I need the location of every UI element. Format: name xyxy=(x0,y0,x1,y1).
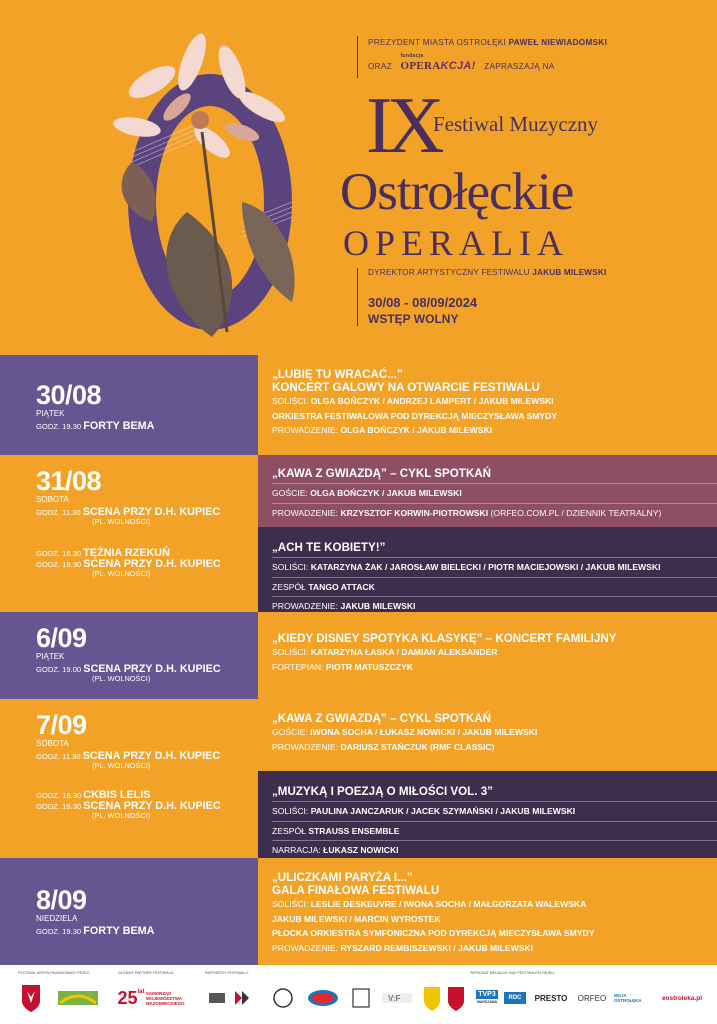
event-host xyxy=(272,740,707,755)
edition-numeral: IX xyxy=(366,82,439,170)
slot-time: GODZ. 19.30 xyxy=(36,802,82,811)
day-events xyxy=(258,455,717,612)
label: NARRACJA: xyxy=(272,845,321,855)
slot-time-venue xyxy=(36,421,258,432)
slot-venue: FORTY BEMA xyxy=(83,420,155,432)
slot-venue-note: (PL. WOLNOŚCI) xyxy=(92,761,151,770)
label: FORTEPIAN: xyxy=(272,661,324,672)
event-title: „KAWA Z GWIAZDĄ” – CYKL SPOTKAŃ xyxy=(272,712,491,725)
logo-25-number: 25 xyxy=(117,987,138,1008)
slot-venue: FORTY BEMA xyxy=(83,925,155,937)
invite-line-1 xyxy=(368,38,607,47)
event-title: „ULICZKAMI PARYŻA I...” xyxy=(272,871,413,884)
main-partner-label: GŁÓWNY PARTNER FESTIWALU: xyxy=(118,971,175,975)
operakcja-logo xyxy=(400,53,476,72)
event-opening-gala xyxy=(258,355,717,455)
day-weekday: NIEDZIELA xyxy=(36,914,78,923)
rdc-logo: RDC xyxy=(504,992,526,1004)
label: PŁOCKA ORKIESTRA SYMFONICZNA POD DYREKCJĄ xyxy=(272,928,497,938)
value: IWONA SOCHA / ŁUKASZ NOWICKI / JAKUB MILEWSKI xyxy=(310,727,538,737)
event-title-line-2: KONCERT GALOWY NA OTWARCIE FESTIWALU xyxy=(272,381,540,394)
festival-title-operalia: OPERALIA xyxy=(343,223,569,263)
divider xyxy=(272,483,717,484)
value: DARIUSZ STAŃCZUK (RMF CLASSIC) xyxy=(340,741,495,752)
stowarzyszenie-logo-icon xyxy=(272,983,294,1013)
director-name: JAKUB MILEWSKI xyxy=(532,268,607,277)
day-info xyxy=(0,699,258,858)
day-7-09 xyxy=(0,699,717,858)
event-guests xyxy=(272,486,707,501)
day-info xyxy=(0,455,258,612)
logo-25-lat: lat xyxy=(137,989,145,995)
anniversary-25-logo xyxy=(116,983,146,1013)
slot-venue-note: (PL. WOLNOŚCI) xyxy=(92,517,151,526)
free-entry: WSTĘP WOLNY xyxy=(368,312,459,326)
event-piano xyxy=(272,660,707,675)
day-30-08 xyxy=(0,355,717,455)
event-title: „ACH TE KOBIETY!” xyxy=(272,541,386,554)
day-date: 30/08 xyxy=(36,380,102,410)
event-kawa-z-gwiazda xyxy=(258,455,717,527)
divider xyxy=(272,577,717,578)
event-final-gala xyxy=(258,858,717,965)
day-date: 7/09 xyxy=(36,710,87,740)
label: PROWADZENIE: xyxy=(272,601,339,611)
director-label: DYREKTOR ARTYSTYCZNY FESTIWALU xyxy=(368,268,530,277)
value: KRZYSZTOF KORWIN-PIOTROWSKI xyxy=(340,507,489,518)
slot-venue: CKBIS LELIS xyxy=(83,789,151,801)
event-soloists xyxy=(272,645,707,660)
day-weekday: PIĄTEK xyxy=(36,652,65,661)
ostroleka-coat-of-arms-icon xyxy=(20,983,42,1013)
value: LESLIE DESKEUVRE / IWONA SOCHA / MAŁGORZATA WALEWSKA xyxy=(310,899,587,909)
day-weekday: SOBOTA xyxy=(36,495,69,504)
sponsors-footer xyxy=(0,965,717,1024)
poster-header xyxy=(0,0,717,355)
event-title: „MUZYKĄ I POEZJĄ O MIŁOŚCI VOL. 3” xyxy=(272,785,493,798)
festival-schedule xyxy=(0,355,717,965)
event-title: „LUBIĘ TU WRACAĆ...” xyxy=(272,368,403,381)
slot-venue: SCENA PRZY D.H. KUPIEC xyxy=(82,750,221,762)
tvp3-text: TVP3 xyxy=(478,991,496,998)
rzekun-coat-of-arms-icon xyxy=(446,983,466,1013)
event-title: „KIEDY DISNEY SPOTYKA KLASYKĘ” – KONCERT FAMILIJNY xyxy=(272,632,617,645)
event-orchestra xyxy=(272,409,707,424)
event-title-line-2: GALA FINAŁOWA FESTIWALU xyxy=(272,884,440,897)
divider-line xyxy=(357,36,358,78)
brand-akcja: KCJA! xyxy=(440,60,476,72)
slot-time: GODZ. 16.30 xyxy=(36,549,82,558)
event-host xyxy=(272,506,707,521)
slot-time: GODZ. 11.30 xyxy=(36,508,81,517)
invite-prefix: PREZYDENT MIASTA OSTROŁĘKI xyxy=(368,38,507,47)
media-patrons-label: PATRONAT MEDIALNY NAD FESTIWALEM OBJĘLI: xyxy=(470,971,556,975)
orfeo-logo: ORFEO xyxy=(577,993,607,1003)
day-date: 6/09 xyxy=(36,623,87,653)
slot-time: GODZ. 16.30 xyxy=(36,791,82,800)
svg-text:V:F: V:F xyxy=(388,994,401,1003)
event-soloists xyxy=(272,897,707,912)
divider xyxy=(272,503,717,504)
brand-fundacja: fundacja xyxy=(400,53,424,59)
day-31-08 xyxy=(0,455,717,612)
event-narration xyxy=(272,843,707,858)
event-soloists xyxy=(272,804,707,819)
slot-venue: SCENA PRZY D.H. KUPIEC xyxy=(83,800,221,812)
value: STRAUSS ENSEMBLE xyxy=(308,825,400,836)
slot-venue-note: (PL. WOLNOŚCI) xyxy=(92,674,151,683)
label: PROWADZENIE: xyxy=(272,425,339,435)
label: ORKIESTRA FESTIWALOWA POD DYREKCJĄ xyxy=(272,410,460,421)
day-date: 31/08 xyxy=(36,466,102,496)
value: ŁUKASZ NOWICKI xyxy=(323,845,399,855)
mlekpol-logo-icon xyxy=(306,983,340,1013)
eostroleka-logo: eostroleka.pl xyxy=(661,994,703,1002)
divider xyxy=(272,821,717,822)
label: PROWADZENIE: xyxy=(272,741,339,752)
day-weekday: PIĄTEK xyxy=(36,409,65,418)
partners-label: PARTNERZY FESTIWALU: xyxy=(205,971,249,975)
host-media: (ORFEO.COM.PL / DZIENNIK TEATRALNY) xyxy=(490,507,662,518)
event-ach-te-kobiety xyxy=(258,527,717,612)
artistic-director xyxy=(368,268,606,277)
festival-dates: 30/08 - 08/09/2024 xyxy=(368,295,478,310)
day-8-09 xyxy=(0,858,717,965)
day-weekday: SOBOTA xyxy=(36,739,69,748)
tvp3-sub: WARSZAWA xyxy=(476,1000,498,1004)
event-title: „KAWA Z GWIAZDĄ” – CYKL SPOTKAŃ xyxy=(272,467,491,480)
slot-venue-note: (PL. WOLNOŚCI) xyxy=(92,811,151,820)
label: ZESPÓŁ xyxy=(272,581,306,592)
festival-subtitle: Festiwal Muzyczny xyxy=(433,112,599,136)
label: SOLIŚCI: xyxy=(272,562,309,572)
value: PIOTR MATUSZCZYK xyxy=(325,661,414,672)
event-soloists-cont xyxy=(272,912,707,927)
value: KATARZYNA ŁASKA / DAMIAN ALEKSANDER xyxy=(310,647,498,657)
label: ZESPÓŁ xyxy=(272,825,306,836)
slot-time-venue xyxy=(36,926,258,937)
value: TANGO ATTACK xyxy=(308,581,375,592)
sponsors-label: FESTIWAL WSPÓŁFINANSOWANY PRZEZ: xyxy=(18,971,91,975)
moja-ostroleka-logo: MOJA OSTROŁĘKA xyxy=(614,993,642,1003)
value: MIECZYSŁAWA SMYDY xyxy=(461,410,558,421)
slot-time: GODZ. 19.30 xyxy=(36,560,82,569)
value: OLGA BOŃCZYK / JAKUB MILEWSKI xyxy=(310,488,462,498)
flower-artwork-icon xyxy=(92,12,332,347)
day-6-09 xyxy=(0,612,717,699)
powiat-ostrolecki-logo-icon xyxy=(56,983,100,1013)
slot-venue: SCENA PRZY D.H. KUPIEC xyxy=(83,558,221,570)
label: SOLIŚCI: xyxy=(272,396,309,406)
value: PAULINA JANCZARUK / JACEK SZYMAŃSKI / JAKUB MILEWSKI xyxy=(310,806,576,816)
institution-crest-icon xyxy=(350,983,372,1013)
event-host xyxy=(272,941,707,956)
invite-mayor-name: PAWEŁ NIEWIADOMSKI xyxy=(508,38,608,47)
partner-logo-icon xyxy=(206,983,228,1013)
divider xyxy=(272,557,717,558)
value: JAKUB MILEWSKI xyxy=(340,601,416,611)
value: MIECZYSŁAWA SMYDY xyxy=(498,928,595,938)
brand-opera: OPERA xyxy=(400,60,441,72)
divider-line xyxy=(357,268,358,326)
label: PROWADZENIE: xyxy=(272,942,339,953)
event-orchestra xyxy=(272,926,707,941)
presto-logo: PRESTO xyxy=(534,993,568,1003)
value: OLGA BOŃCZYK / ANDRZEJ LAMPERT / JAKUB MILEWSKI xyxy=(310,396,554,406)
label: SOLIŚCI: xyxy=(272,806,309,816)
tvp3-warszawa-logo xyxy=(474,983,500,1013)
event-ensemble xyxy=(272,580,707,595)
gmina-coat-of-arms-icon xyxy=(422,983,442,1013)
divider xyxy=(272,801,717,802)
day-info xyxy=(0,612,258,699)
label: SOLIŚCI: xyxy=(272,899,309,909)
day-date: 8/09 xyxy=(36,885,87,915)
value: OLGA BOŃCZYK / JAKUB MILEWSKI xyxy=(340,425,492,435)
day-info xyxy=(0,858,258,965)
divider xyxy=(272,596,717,597)
label: GOŚCIE: xyxy=(272,488,308,498)
divider xyxy=(272,840,717,841)
slot-venue-note: (PL. WOLNOŚCI) xyxy=(92,569,151,578)
value: KATARZYNA ŻAK / JAROSŁAW BIELECKI / PIOTR MACIEJOWSKI / JAKUB MILEWSKI xyxy=(310,562,661,572)
label: SOLIŚCI: xyxy=(272,647,309,657)
day-info xyxy=(0,355,258,455)
event-disney-klasyka xyxy=(258,612,717,699)
slot-time: GODZ. 19.00 xyxy=(36,665,82,674)
label: GOŚCIE: xyxy=(272,727,308,737)
event-soloists xyxy=(272,394,707,409)
event-guests xyxy=(272,725,707,740)
invite-oraz: ORAZ xyxy=(368,62,392,71)
festival-title: Ostrołęckie xyxy=(340,163,574,221)
ostroleckie-centrum-kultury-logo-icon xyxy=(232,983,256,1013)
slot-venue: SCENA PRZY D.H. KUPIEC xyxy=(83,663,221,675)
day-events xyxy=(258,699,717,858)
event-host xyxy=(272,423,707,438)
slot-time: GODZ. 19.30 xyxy=(36,927,82,936)
value: JAKUB MILEWSKI / MARCIN WYROSTEK xyxy=(272,913,441,924)
invite-zapraszaja: ZAPRASZAJĄ NA xyxy=(484,62,555,71)
event-muzyka-i-poezja xyxy=(258,771,717,858)
label: PROWADZENIE: xyxy=(272,507,339,518)
samorzad-mazowieckie-logo: SAMORZĄD WOJEWÓDZTWA MAZOWIECKIEGO xyxy=(146,990,185,1006)
value: RYSZARD REMBISZEWSKI / JAKUB MILEWSKI xyxy=(340,942,534,953)
event-soloists xyxy=(272,560,707,575)
event-ensemble xyxy=(272,824,707,839)
slot-time: GODZ. 11.30 xyxy=(36,752,81,761)
slot-venue: SCENA PRZY D.H. KUPIEC xyxy=(82,506,221,518)
event-kawa-z-gwiazda xyxy=(258,699,717,771)
partner-vip-logo-icon xyxy=(380,983,414,1013)
slot-time: GODZ. 19.30 xyxy=(36,422,82,431)
slot-venue: TĘŻNIA RZEKUŃ xyxy=(83,547,170,559)
invite-line-2 xyxy=(368,53,555,72)
